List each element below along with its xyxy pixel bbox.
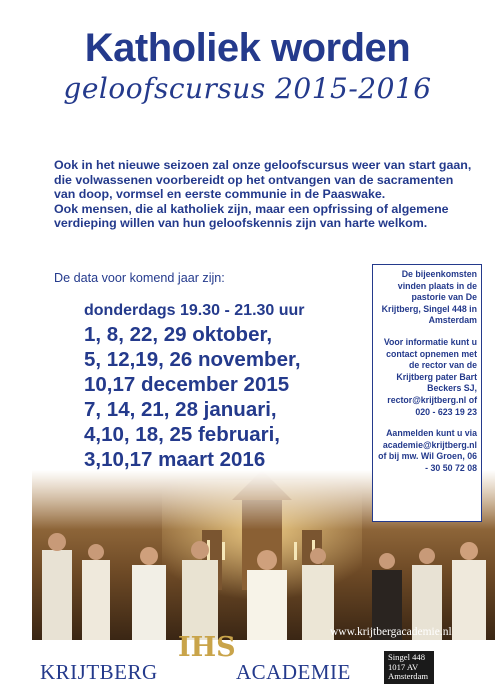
info-location: De bijeenkomsten vinden plaats in de pastorie van De Krijtberg, Singel 448 in Amsterdam xyxy=(381,269,477,326)
website-link[interactable]: www.krijtbergacademie.nl xyxy=(330,626,452,638)
poster-subtitle: geloofscursus 2015-2016 xyxy=(63,72,432,105)
logo-academie: ACADEMIE xyxy=(236,660,351,684)
address-block xyxy=(384,651,434,684)
dates-intro: De data voor komend jaar zijn: xyxy=(54,271,225,285)
course-schedule xyxy=(84,300,364,472)
info-contact: Voor informatie kunt u contact opnemen met de rector van de Krijtberg pater Bart Beckers SJ, rector@krijtberg.nl of 020 - 623 19 23 xyxy=(383,336,477,417)
ihs-logo-mark: IHS xyxy=(178,632,236,663)
poster-title: Katholiek worden xyxy=(84,26,411,70)
schedule-line: 7, 14, 21, 28 januari, xyxy=(84,398,277,421)
schedule-hours: donderdags 19.30 - 21.30 uur xyxy=(84,302,305,319)
info-registration: Aanmelden kunt u via academie@krijtberg.nl of bij mw. Wil Groen, 06 - 30 50 72 08 xyxy=(378,428,477,473)
schedule-line: 1, 8, 22, 29 oktober, xyxy=(84,323,273,346)
intro-paragraph-1: Ook in het nieuwe seizoen zal onze geloofscursus weer van start gaan, die volwassenen voorbereidt op het ontvangen van de sacramenten van doop, vormsel en eerste communie in de Paaswake. xyxy=(54,158,472,202)
schedule-line: 4,10, 18, 25 februari, xyxy=(84,423,281,446)
address-city: Amsterdam xyxy=(388,671,429,682)
info-box xyxy=(372,264,482,522)
schedule-line: 10,17 december 2015 xyxy=(84,373,290,396)
schedule-line: 5, 12,19, 26 november, xyxy=(84,348,301,371)
intro-paragraph-2: Ook mensen, die al katholiek zijn, maar een opfrissing of algemene verdieping willen van hun geloofskennis zijn van harte welkom. xyxy=(54,201,449,231)
address-street: Singel 448 xyxy=(388,652,426,662)
schedule-line: 3,10,17 maart 2016 xyxy=(84,448,266,471)
address-postcode: 1017 AV xyxy=(388,661,419,672)
logo-krijtberg: KRIJTBERG xyxy=(40,660,158,684)
intro-text xyxy=(54,158,474,231)
